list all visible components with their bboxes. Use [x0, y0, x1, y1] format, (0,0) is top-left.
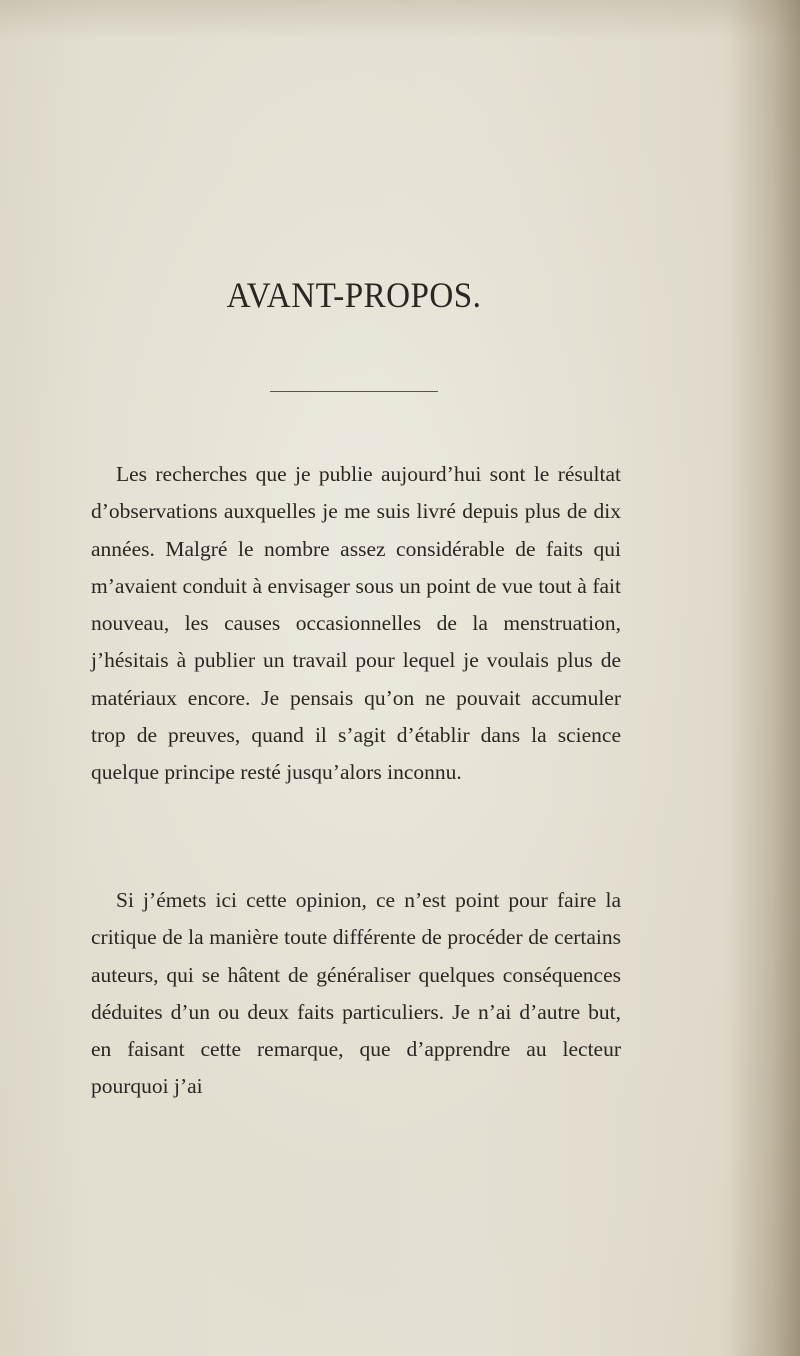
paragraph-2: Si j’émets ici cette opinion, ce n’est point pour faire la critique de la manière toute différente de procéder de certains auteurs, qui se hâtent de généraliser quelques conséquences déduites d’un ou deux faits particuliers. Je n’ai d’autre but, en faisant cette remarque, que d’apprendre au lecteur pourquoi j’ai [91, 888, 621, 1099]
page-top-shading [0, 0, 800, 40]
page-edge-shading [730, 0, 800, 1356]
page-heading: AVANT-PROPOS. [226, 275, 482, 315]
paragraph-1: Les recherches que je publie aujourd’hui sont le résultat d’observations auxquelles je me suis livré depuis plus de dix années. Malgré le nombre assez considérable de faits qui m’avaient conduit à envisager sous un point de vue tout à fait nouveau, les causes occasionnelles de la menstruation, j’hésitais à publier un travail pour lequel je voulais plus de matériaux encore. Je pensais qu’on ne pouvait accumuler trop de preuves, quand il s’agit d’établir dans la science quelque principe resté jusqu’alors inconnu. [91, 462, 621, 785]
heading-rule [270, 391, 438, 392]
